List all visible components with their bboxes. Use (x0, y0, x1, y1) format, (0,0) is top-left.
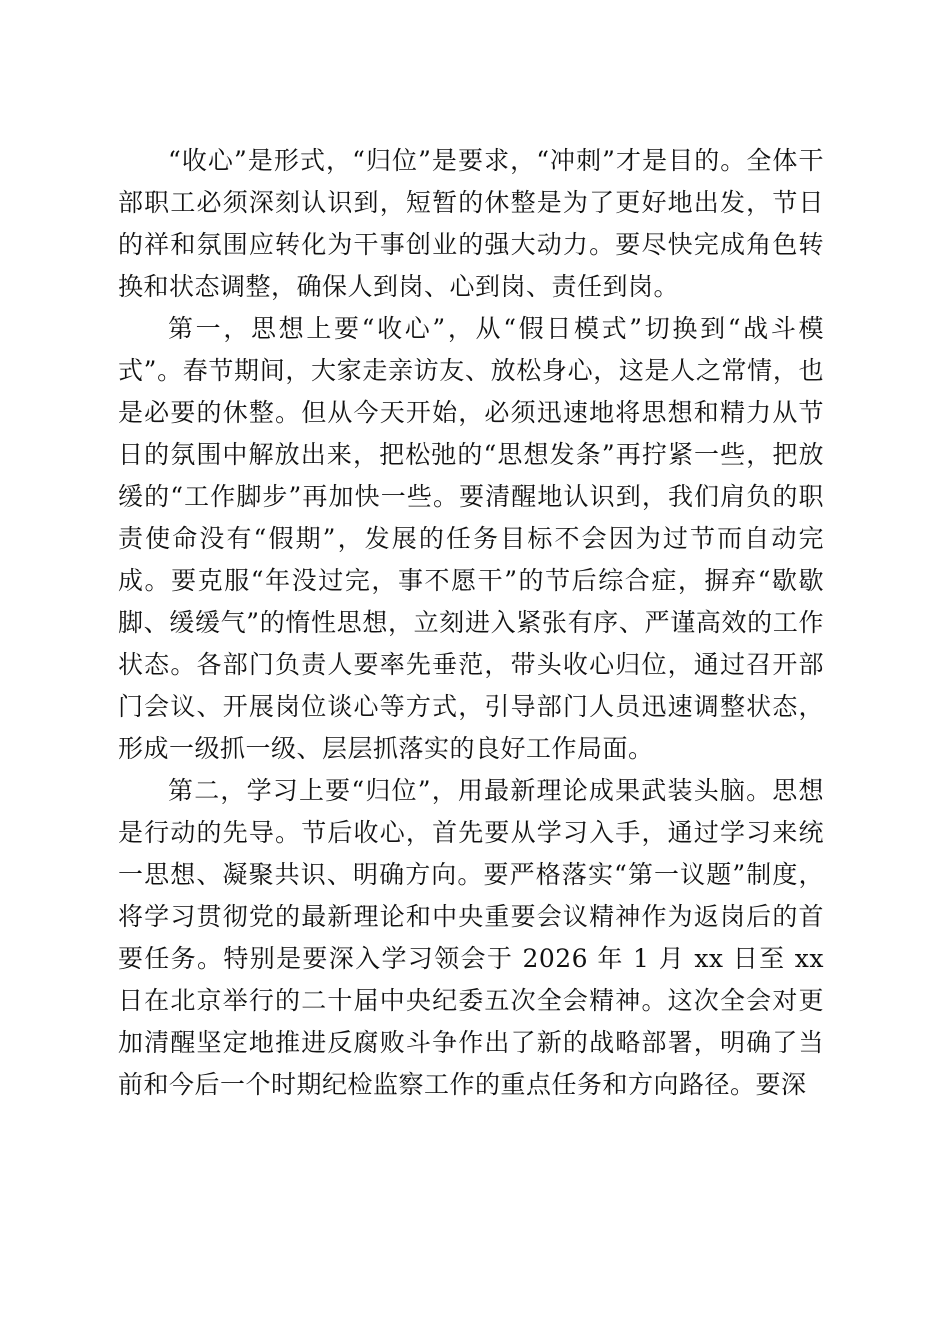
paragraph-second-point: 第二，学习上要“归位”，用最新理论成果武装头脑。思想是行动的先导。节后收心，首先要从学习入手，通过学习来统一思想、凝聚共识、明确方向。要严格落实“第一议题”制度，将学习贯彻党的最新理论和中央重要会议精神作为返岗后的首要任务。特别是要深入学习领会于 2026 年 1 月 xx 日至 xx 日在北京举行的二十届中央纪委五次全会精神。这次全会对更加清醒坚定地推进反腐败斗争作出了新的战略部署，明确了当前和今后一个时期纪检监察工作的重点任务和方向路径。要深 (118, 776, 824, 1099)
paragraph-first-point: 第一，思想上要“收心”，从“假日模式”切换到“战斗模式”。春节期间，大家走亲访友、放松身心，这是人之常情，也是必要的休整。但从今天开始，必须迅速地将思想和精力从节日的氛围中解放出来，把松弛的“思想发条”再拧紧一些，把放缓的“工作脚步”再加快一些。要清醒地认识到，我们肩负的职责使命没有“假期”，发展的任务目标不会因为过节而自动完成。要克服“年没过完，事不愿干”的节后综合症，摒弃“歇歇脚、缓缓气”的惰性思想，立刻进入紧张有序、严谨高效的工作状态。各部门负责人要率先垂范，带头收心归位，通过召开部门会议、开展岗位谈心等方式，引导部门人员迅速调整状态，形成一级抓一级、层层抓落实的良好工作局面。 (118, 314, 824, 763)
paragraph-intro: “收心”是形式，“归位”是要求，“冲刺”才是目的。全体干部职工必须深刻认识到，短暂的休整是为了更好地出发，节日的祥和氛围应转化为干事创业的强大动力。要尽快完成角色转换和状态调整，确保人到岗、心到岗、责任到岗。 (118, 146, 824, 301)
document-body (118, 140, 824, 1106)
